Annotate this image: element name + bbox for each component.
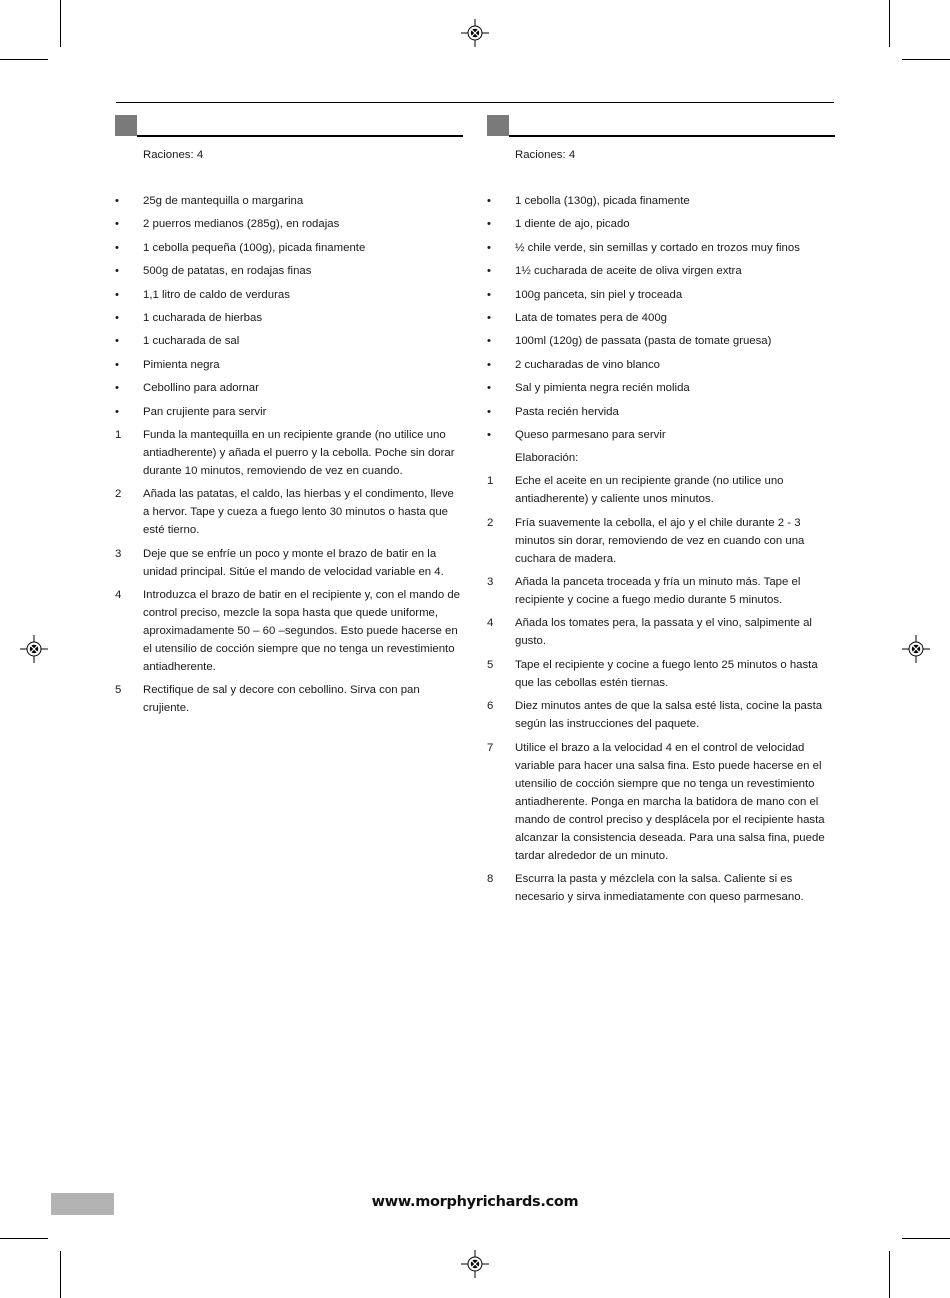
servings-text: Raciones: 4 (515, 149, 576, 161)
step-text: Añada la panceta troceada y fría un minuto más. Tape el recipiente y cocine a fuego medio durante 5 minutos. (515, 576, 801, 607)
method-steps (487, 472, 835, 906)
ingredient-item: • Pan crujiente para servir (115, 403, 463, 421)
method-step (487, 573, 835, 609)
ingredient-item: • Cebollino para adornar (115, 379, 463, 397)
header-rule (116, 102, 834, 103)
step-text: Diez minutos antes de que la salsa esté lista, cocine la pasta según las instrucciones del paquete. (515, 700, 823, 731)
crop-mark (0, 59, 48, 60)
ingredient-item: • 2 puerros medianos (285g), en rodajas (115, 215, 463, 233)
step-number: 7 (487, 741, 494, 754)
method-step (487, 472, 835, 508)
left-recipe (115, 115, 463, 723)
ingredient-item: • ½ chile verde, sin semillas y cortado en trozos muy finos (487, 239, 835, 257)
method-step (115, 485, 463, 539)
registration-mark-icon (902, 635, 930, 663)
ingredient-item: • 2 cucharadas de vino blanco (487, 356, 835, 374)
ingredient-item: • 100g panceta, sin piel y troceada (487, 286, 835, 304)
method-step (487, 870, 835, 906)
method-step (115, 586, 463, 676)
bullet-icon: • (487, 358, 491, 371)
section-rule (137, 135, 463, 137)
ingredient-item: • 1 cebolla pequeña (100g), picada finamente (115, 239, 463, 257)
bullet-icon: • (487, 241, 491, 254)
step-text: Añada los tomates pera, la passata y el vino, salpimente al gusto. (515, 617, 812, 648)
section-marker (115, 115, 137, 136)
bullet-icon: • (115, 311, 119, 324)
crop-mark (902, 59, 950, 60)
crop-mark (60, 1251, 61, 1298)
registration-mark-icon (461, 19, 489, 47)
bullet-icon: • (487, 335, 491, 348)
ingredient-item: • Lata de tomates pera de 400g (487, 309, 835, 327)
ingredient-item: • Queso parmesano para servir (487, 426, 835, 444)
ingredient-item: • 1,1 litro de caldo de verduras (115, 286, 463, 304)
bullet-icon: • (487, 428, 491, 441)
bullet-icon: • (487, 218, 491, 231)
recipe-header (487, 115, 835, 137)
step-number: 4 (487, 617, 494, 630)
step-number: 1 (115, 428, 122, 441)
bullet-icon: • (115, 218, 119, 231)
step-number: 1 (487, 475, 494, 488)
bullet-icon: • (487, 311, 491, 324)
section-marker (487, 115, 509, 136)
right-recipe (487, 115, 835, 911)
bullet-icon: • (115, 335, 119, 348)
step-number: 2 (115, 488, 122, 501)
ingredient-item: • 25g de mantequilla o margarina (115, 192, 463, 210)
bullet-icon: • (487, 195, 491, 207)
step-text: Deje que se enfríe un poco y monte el brazo de batir en la unidad principal. Sitúe el mando de velocidad variable en 4. (143, 547, 444, 578)
step-text: Funda la mantequilla en un recipiente grande (no utilice uno antiadherente) y añada el puerro y la cebolla. Poche sin dorar durante 10 minutos, removiendo de vez en cuando. (143, 428, 455, 477)
crop-mark (60, 0, 61, 47)
section-rule (509, 135, 835, 137)
method-step (115, 545, 463, 581)
step-number: 5 (115, 684, 122, 697)
bullet-icon: • (487, 382, 491, 395)
step-text: Escurra la pasta y mézclela con la salsa. Caliente si es necesario y sirva inmediatamente con queso parmesano. (515, 873, 804, 904)
step-number: 4 (115, 589, 122, 602)
ingredient-item: • 500g de patatas, en rodajas finas (115, 262, 463, 280)
step-number: 6 (487, 700, 494, 713)
step-text: Fría suavemente la cebolla, el ajo y el chile durante 2 - 3 minutos sin dorar, removiendo de vez en cuando con una cuchara de madera. (515, 516, 805, 565)
step-number: 3 (487, 576, 494, 589)
method-label: Elaboración: (515, 452, 579, 465)
crop-mark (0, 1238, 48, 1239)
crop-mark (889, 1251, 890, 1298)
bullet-icon: • (115, 288, 119, 301)
method-step (487, 614, 835, 650)
ingredient-list (115, 192, 463, 421)
ingredient-item: • 100ml (120g) de passata (pasta de tomate gruesa) (487, 332, 835, 350)
registration-mark-icon (461, 1250, 489, 1278)
ingredient-item: • 1 cucharada de sal (115, 332, 463, 350)
bullet-icon: • (115, 382, 119, 395)
ingredient-item: • 1½ cucharada de aceite de oliva virgen extra (487, 262, 835, 280)
method-step (115, 426, 463, 480)
bullet-icon: • (115, 195, 119, 207)
method-step (487, 514, 835, 568)
recipe-header (115, 115, 463, 137)
method-steps (115, 426, 463, 718)
bullet-icon: • (487, 288, 491, 301)
ingredient-item: • Sal y pimienta negra recién molida (487, 379, 835, 397)
method-step (487, 739, 835, 865)
step-number: 5 (487, 658, 494, 671)
method-step (487, 697, 835, 733)
step-text: Introduzca el brazo de batir en el recipiente y, con el mando de control preciso, mezcle la sopa hasta que quede uniforme, aproximadamente 50 – 60 –segundos. Esto puede hacerse en el utensilio de cocción siempre que no tenga un revestimiento antiadherente. (143, 589, 461, 674)
step-number: 2 (487, 516, 494, 529)
bullet-icon: • (487, 265, 491, 278)
ingredient-item: • 1 diente de ajo, picado (487, 215, 835, 233)
ingredient-item: • Pasta recién hervida (487, 403, 835, 421)
method-step (115, 681, 463, 717)
bullet-icon: • (115, 265, 119, 278)
step-text: Tape el recipiente y cocine a fuego lento 25 minutos o hasta que las cebollas estén tiernas. (515, 658, 818, 689)
step-text: Rectifique de sal y decore con cebollino. Sirva con pan crujiente. (143, 684, 420, 715)
step-number: 3 (115, 547, 122, 560)
footer-website-link[interactable]: www.morphyrichards.com (371, 1194, 579, 1210)
crop-mark (889, 0, 890, 47)
ingredient-item: • Pimienta negra (115, 356, 463, 374)
registration-mark-icon (20, 635, 48, 663)
crop-mark (902, 1238, 950, 1239)
method-step (487, 656, 835, 692)
ingredient-item: • 1 cucharada de hierbas (115, 309, 463, 327)
step-text: Añada las patatas, el caldo, las hierbas y el condimento, lleve a hervor. Tape y cueza a fuego lento 30 minutos o hasta que esté tierno. (143, 488, 454, 537)
bullet-icon: • (115, 241, 119, 254)
step-number: 8 (487, 873, 494, 886)
step-text: Eche el aceite en un recipiente grande (no utilice uno antiadherente) y caliente unos minutos. (515, 475, 784, 506)
bullet-icon: • (115, 405, 119, 418)
ingredient-item: • 1 cebolla (130g), picada finamente (487, 192, 835, 210)
ingredient-list (487, 192, 835, 444)
bullet-icon: • (487, 405, 491, 418)
bullet-icon: • (115, 358, 119, 371)
servings-text: Raciones: 4 (143, 149, 204, 161)
step-text: Utilice el brazo a la velocidad 4 en el control de velocidad variable para hacer una salsa fina. Esto puede hacerse en el utensilio de cocción siempre que no tenga un revestimiento antiadherente. Ponga en marcha la batidora de mano con el mando de control preciso y desplácela por el recipiente hasta alcanzar la consistencia deseada. Para una salsa fina, puede tardar alrededor de un minuto. (515, 741, 825, 862)
